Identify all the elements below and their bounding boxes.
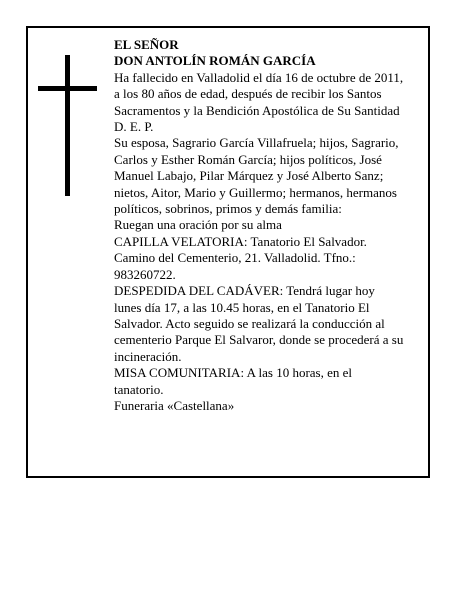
chapel-line: Camino del Cementerio, 21. Valladolid. Tfno.: bbox=[114, 250, 356, 266]
obituary-text bbox=[114, 37, 422, 414]
family-line: políticos, sobrinos, primos y demás familia: bbox=[114, 201, 342, 217]
family-line: Su esposa, Sagrario García Villafruela; hijos, Sagrario, bbox=[114, 135, 399, 151]
mass-paragraph bbox=[114, 365, 422, 398]
farewell-line: DESPEDIDA DEL CADÁVER: Tendrá lugar hoy bbox=[114, 283, 375, 299]
heading-line: EL SEÑOR bbox=[114, 37, 179, 52]
farewell-line: lunes día 17, a las 10.45 horas, en el Tanatorio El bbox=[114, 299, 370, 315]
farewell-line: Salvador. Acto seguido se realizará la conducción al bbox=[114, 315, 385, 331]
funeral-home-line: Funeraria «Castellana» bbox=[114, 397, 235, 413]
family-line: nietos, Aitor, Mario y Guillermo; hermanos, hermanos bbox=[114, 184, 397, 200]
farewell-line: incineración. bbox=[114, 348, 182, 364]
death-line: D. E. P. bbox=[114, 119, 154, 135]
death-line: Ha fallecido en Valladolid el día 16 de octubre de 2011, bbox=[114, 69, 404, 85]
prayer-paragraph bbox=[114, 217, 422, 233]
farewell-line: cementerio Parque El Salvaror, donde se procederá a su bbox=[114, 332, 404, 348]
family-paragraph bbox=[114, 135, 422, 217]
farewell-paragraph bbox=[114, 283, 422, 365]
heading-title bbox=[114, 37, 422, 70]
cross-icon-crossbar bbox=[38, 86, 97, 91]
chapel-paragraph bbox=[114, 234, 422, 283]
death-line: a los 80 años de edad, después de recibir los Santos bbox=[114, 86, 382, 102]
family-line: Manuel Labajo, Pilar Márquez y José Alberto Sanz; bbox=[114, 168, 384, 184]
mass-line: MISA COMUNITARIA: A las 10 horas, en el bbox=[114, 365, 353, 381]
deceased-name: DON ANTOLÍN ROMÁN GARCÍA bbox=[114, 53, 316, 69]
funeral-home-paragraph bbox=[114, 398, 422, 414]
chapel-line: 983260722. bbox=[114, 266, 176, 282]
prayer-line: Ruegan una oración por su alma bbox=[114, 217, 282, 233]
mass-line: tanatorio. bbox=[114, 381, 164, 397]
death-paragraph bbox=[114, 70, 422, 136]
chapel-line: CAPILLA VELATORIA: Tanatorio El Salvador. bbox=[114, 233, 367, 249]
cross-icon bbox=[65, 55, 70, 196]
death-line: Sacramentos y la Bendición Apostólica de Su Santidad bbox=[114, 102, 400, 118]
family-line: Carlos y Esther Román García; hijos políticos, José bbox=[114, 151, 382, 167]
